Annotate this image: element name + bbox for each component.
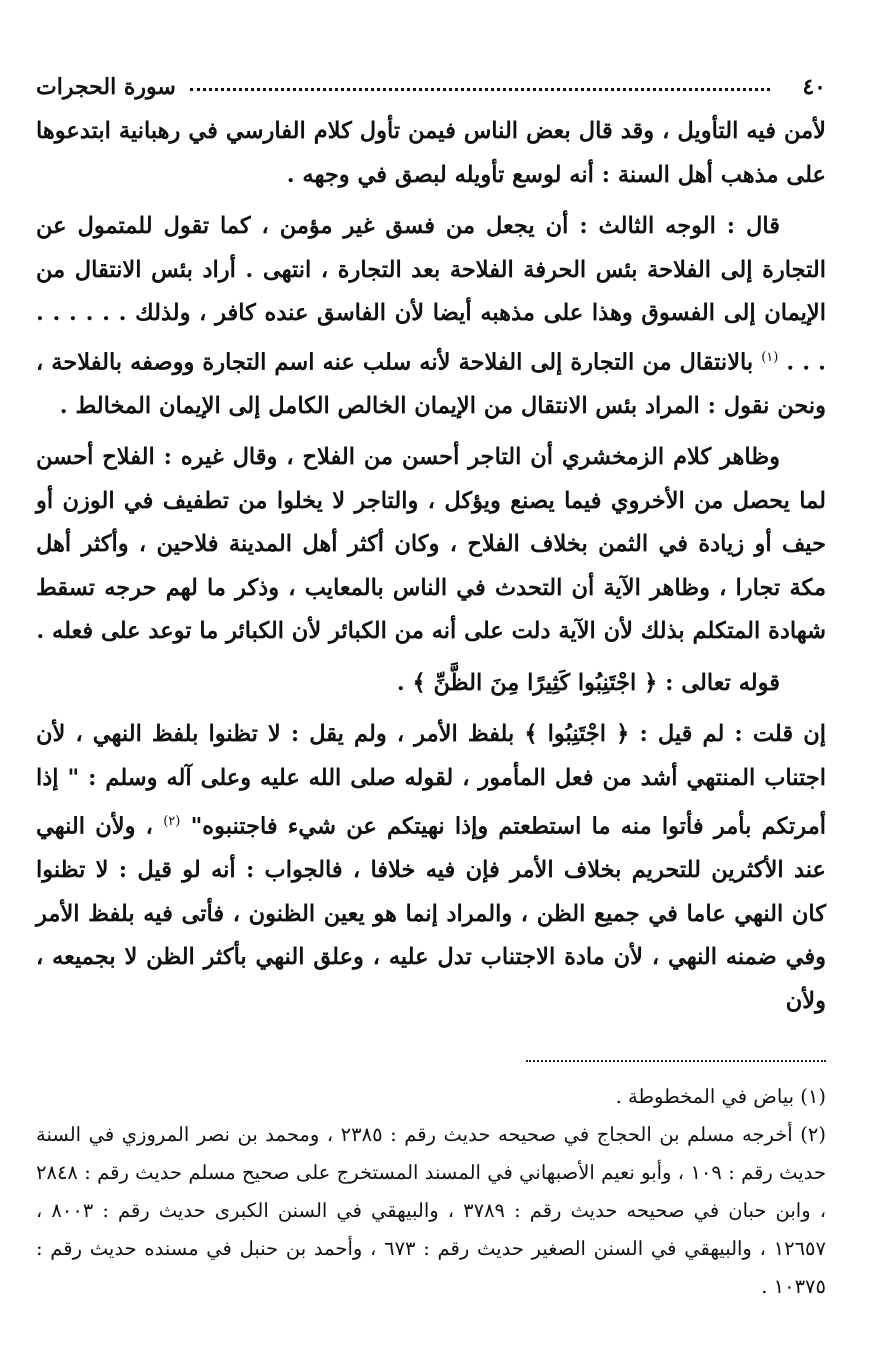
paragraph-3-text: وظاهر كلام الزمخشري أن التاجر أحسن من الفلاح ، وقال غيره : الفلاح أحسن لما يحصل من الأخروي فيما يصنع ويؤكل ، والتاجر لا يخلوا من تطفيف في الوزن أو حيف أو زيادة في الثمن بخلاف الفلاح ، وكان أكثر أهل المدينة فلاحين ، وأكثر أهل مكة تجارا ، وظاهر الآية أن التحدث في الناس بالمعايب ، وذكر ما لهم حرجه تسقط شهادة المتكلم بذلك لأن الآية دلت على أنه من الكبائر لأن الكبائر ما توعد على فعله . [36, 444, 826, 644]
paragraph-5-text-c: ، ولأن النهي عند الأكثرين للتحريم بخلاف الأمر فإن فيه خلافا ، فالجواب : أنه لو قيل : لا تظنوا كان النهي عاما في جميع الظن ، والمراد إنما هو يعين الظنون ، فأتى فيه بلفظ الأمر وفي ضمنه النهي ، لأن مادة الاجتناب تدل عليه ، وعلق النهي بأكثر الظن لا بجميعه ، ولأن [36, 813, 826, 1014]
footnote-ref-1[interactable]: (١) [761, 349, 779, 365]
header-dotted-leader [190, 88, 770, 91]
paragraph-1 [36, 110, 826, 197]
footnote-ref-2[interactable]: (٢) [163, 814, 181, 829]
paragraph-2-text-a: قال : الوجه الثالث : أن يجعل من فسق غير مؤمن ، كما تقول للمتمول عن التجارة إلى الفلاحة بئس الحرفة الفلاحة بعد التجارة ، انتهى . أراد بئس الانتقال من الإيمان إلى الفسوق وهذا على مذهبه أيضا لأن الفاسق عنده كافر ، ولذلك . . . . . . . . . [36, 213, 827, 375]
paragraph-5 [36, 713, 826, 1023]
footnote-separator [526, 1060, 826, 1062]
book-page [36, 60, 826, 1350]
paragraph-2 [36, 205, 826, 428]
quran-verse-1: ﴿ اجْتَنِبُوا كَثِيرًا مِنَ الظَّنِّ ﴾ [412, 669, 658, 696]
footnote-2: (٢) أخرجه مسلم بن الحجاج في صحيحه حديث رقم : ٢٣٨٥ ، ومحمد بن نصر المروزي في السنة حديث رقم : ١٠٩ ، وأبو نعيم الأصبهاني في المسند المستخرج على صحيح مسلم حديث رقم : ٢٨٤٨ ، وابن حبان في صحيحه حديث رقم : ٣٧٨٩ ، والبيهقي في السنن الكبرى حديث رقم : ٨٠٠٣ ، ١٢٦٥٧ ، والبيهقي في السنن الصغير حديث رقم : ٦٧٣ ، وأحمد بن حنبل في مسنده حديث رقم : ١٠٣٧٥ . [36, 1123, 827, 1298]
paragraph-4-text-b: . [396, 669, 405, 696]
main-text [36, 110, 826, 1023]
paragraph-1-text: لأمن فيه التأويل ، وقد قال بعض الناس فيمن تأول كلام الفارسي في رهبانية ابتدعوها على مذهب أهل السنة : أنه لوسع تأويله لبصق في وجهه . [36, 118, 826, 188]
quran-verse-2: ﴿ اجْتَنِبُوا ﴾ [524, 721, 630, 747]
footnote-1: (١) بياض في المخطوطة . [615, 1085, 826, 1108]
paragraph-4-text-a: قوله تعالى : [665, 669, 780, 696]
paragraph-5-text-b: بلفظ الأمر ، ولم يقل : لا تظنوا بلفظ النهي ، لأن اجتناب المنتهي أشد من فعل المأمور ، لقوله صلى الله عليه وعلى آله وسلم : " إذا أمرتكم بأمر فأتوا منه ما استطعتم وإذا نهيتكم عن شيء فاجتنبوه" [36, 721, 827, 840]
paragraph-3 [36, 436, 826, 654]
paragraph-5-text-a: إن قلت : لم قيل : [639, 721, 826, 747]
surah-title: سورة الحجرات [36, 74, 176, 100]
paragraph-4 [36, 662, 826, 706]
page-header [36, 60, 826, 100]
page-number: ٤٠ [802, 74, 826, 100]
paragraph-2-text-b: بالانتقال من التجارة إلى الفلاحة لأنه سلب عنه اسم التجارة ووصفه بالفلاحة ، ونحن نقول : المراد بئس الانتقال من الإيمان الخالص الكامل إلى الإيمان المخالط . [36, 349, 826, 419]
footnotes [36, 1078, 826, 1306]
